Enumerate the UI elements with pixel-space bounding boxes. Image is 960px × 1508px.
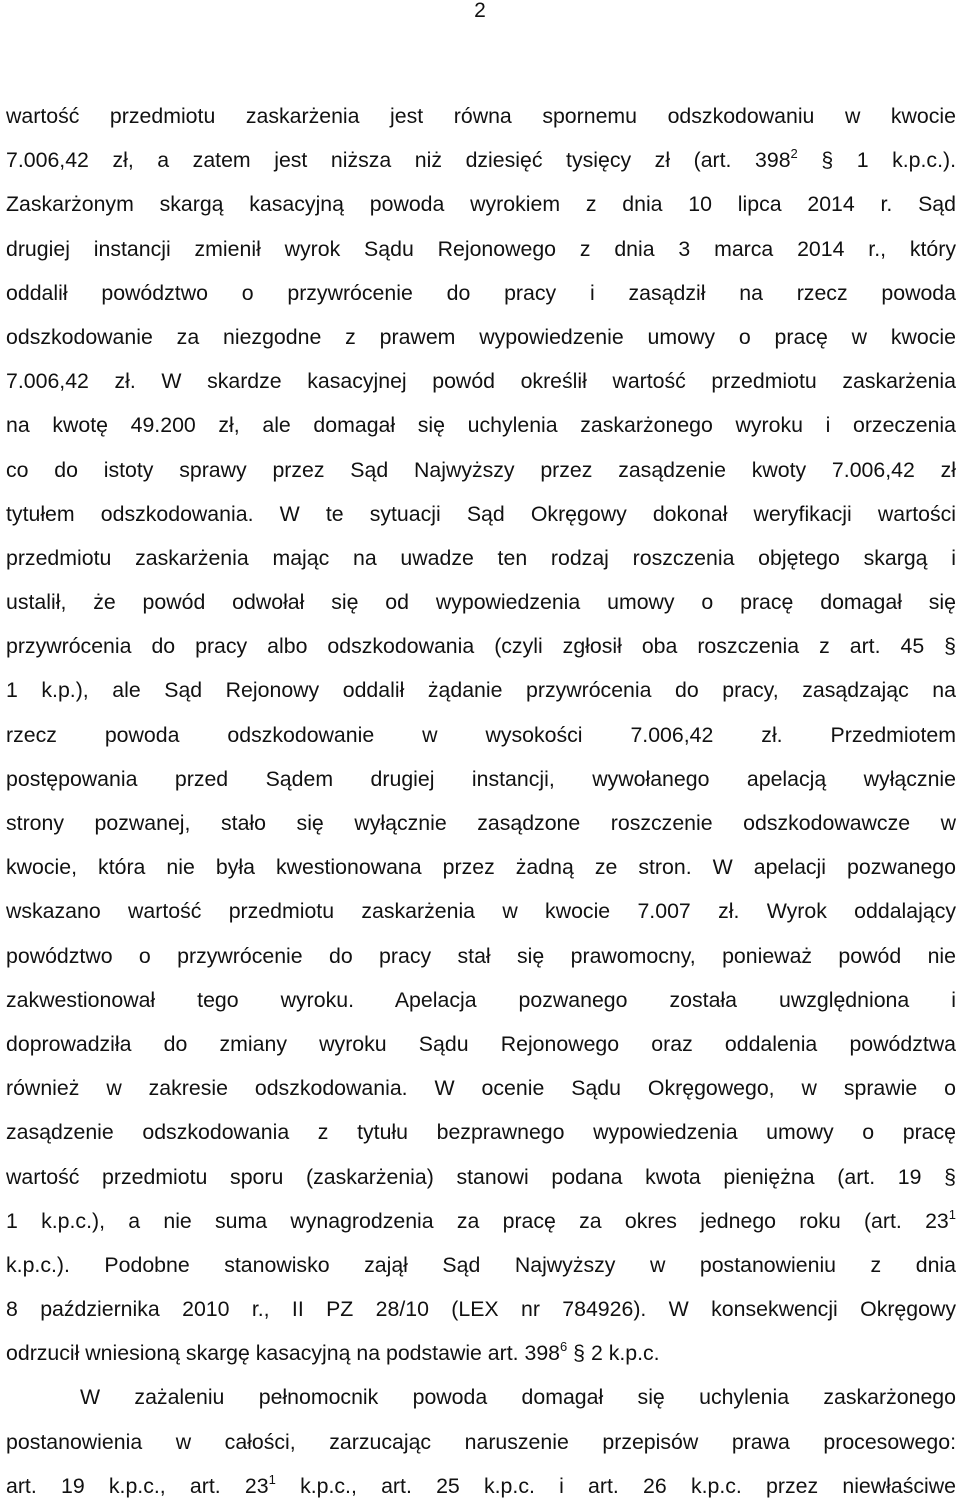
text-segment: drugiej instancji zmienił wyrok Sądu Rejonowego z dnia 3 marca 2014 r., który (6, 236, 956, 261)
text-segment: postanowienia w całości, zarzucając naruszenie przepisów prawa procesowego: (6, 1429, 956, 1454)
text-line (6, 536, 956, 580)
text-segment: strony pozwanej, stało się wyłącznie zasądzone roszczenie odszkodowawcze w (6, 811, 956, 835)
text-line (6, 1110, 956, 1154)
text-line (6, 1022, 956, 1066)
text-line (6, 182, 956, 226)
text-line (6, 1243, 956, 1287)
text-segment: oddalił powództwo o przywrócenie do pracy i zasądził na rzecz powoda (6, 280, 956, 305)
text-line (6, 978, 956, 1022)
text-segment: wskazano wartość przedmiotu zaskarżenia w kwocie 7.007 zł. Wyrok oddalający (6, 899, 956, 924)
text-line (6, 1155, 956, 1199)
text-line (6, 492, 956, 536)
text-segment: doprowadziła do zmiany wyroku Sądu Rejonowego oraz oddalenia powództwa (6, 1031, 956, 1056)
text-segment: 1 k.p.c.), a nie suma wynagrodzenia za pracę za okres jednego roku (art. 23 (6, 1208, 949, 1233)
text-line (6, 934, 956, 978)
text-segment: 1 k.p.), ale Sąd Rejonowy oddalił żądanie przywrócenia do pracy, zasądzając na (6, 678, 956, 703)
text-line (6, 1287, 956, 1331)
text-segment: rzecz powoda odszkodowanie w wysokości 7.006,42 zł. Przedmiotem (6, 722, 956, 747)
text-segment: odrzucił wniesioną skargę kasacyjną na podstawie art. 398 (6, 1341, 561, 1366)
text-line (6, 1375, 956, 1419)
text-line (6, 227, 956, 271)
text-line (6, 448, 956, 492)
text-segment: § 1 k.p.c.). (797, 148, 957, 173)
text-segment: wartość przedmiotu zaskarżenia jest równa spornemu odszkodowaniu w kwocie (6, 104, 956, 128)
superscript: 1 (948, 1206, 956, 1222)
superscript: 2 (790, 146, 798, 162)
text-line (6, 580, 956, 624)
text-line (6, 889, 956, 933)
text-line (6, 138, 956, 182)
text-segment: § 2 k.p.c. (567, 1341, 660, 1366)
text-segment: zakwestionował tego wyroku. Apelacja pozwanego została uwzględniona i (6, 987, 956, 1012)
text-line (6, 668, 956, 712)
text-segment: postępowania przed Sądem drugiej instancji, wywołanego apelacją wyłącznie (6, 766, 956, 791)
text-segment: odszkodowanie za niezgodne z prawem wypowiedzenie umowy o pracę w kwocie (6, 324, 956, 349)
text-segment: co do istoty sprawy przez Sąd Najwyższy przez zasądzenie kwoty 7.006,42 zł (6, 457, 956, 482)
text-segment: wartość przedmiotu sporu (zaskarżenia) stanowi podana kwota pieniężna (art. 19 § (6, 1164, 956, 1189)
text-line (6, 1331, 956, 1375)
text-line (6, 845, 956, 889)
superscript: 1 (268, 1471, 276, 1487)
text-segment: kwocie, która nie była kwestionowana przez żadną ze stron. W apelacji pozwanego (6, 855, 956, 880)
text-line (6, 94, 956, 138)
text-segment: ustalił, że powód odwołał się od wypowiedzenia umowy o pracę domagał się (6, 590, 956, 615)
text-line (6, 315, 956, 359)
text-line (6, 624, 956, 668)
text-segment: W zażaleniu pełnomocnik powoda domagał się uchylenia zaskarżonego (80, 1385, 956, 1410)
text-line (6, 801, 956, 845)
text-line (6, 359, 956, 403)
text-segment: powództwo o przywrócenie do pracy stał się prawomocny, ponieważ powód nie (6, 943, 956, 968)
text-line (6, 713, 956, 757)
text-segment: k.p.c., art. 25 k.p.c. i art. 26 k.p.c. przez niewłaściwe (275, 1473, 956, 1498)
text-segment: przywrócenia do pracy albo odszkodowania (czyli zgłosił oba roszczenia z art. 45 § (6, 634, 956, 659)
text-segment: 8 października 2010 r., II PZ 28/10 (LEX nr 784926). W konsekwencji Okręgowy (6, 1297, 956, 1322)
text-segment: tytułem odszkodowania. W te sytuacji Sąd Okręgowy dokonał weryfikacji wartości (6, 501, 956, 526)
text-line (6, 1420, 956, 1464)
page-number: 2 (474, 0, 486, 22)
text-line (6, 1464, 956, 1508)
superscript: 6 (560, 1339, 568, 1355)
text-segment: art. 19 k.p.c., art. 23 (6, 1473, 269, 1498)
text-segment: również w zakresie odszkodowania. W ocenie Sądu Okręgowego, w sprawie o (6, 1076, 956, 1101)
text-segment: 7.006,42 zł, a zatem jest niższa niż dziesięć tysięcy zł (art. 398 (6, 148, 791, 173)
text-line (6, 271, 956, 315)
text-line (6, 1199, 956, 1243)
text-segment: 7.006,42 zł. W skardze kasacyjnej powód określił wartość przedmiotu zaskarżenia (6, 369, 956, 394)
text-line (6, 757, 956, 801)
text-segment: przedmiotu zaskarżenia mając na uwadze ten rodzaj roszczenia objętego skargą i (6, 545, 956, 570)
text-segment: Zaskarżonym skargą kasacyjną powoda wyrokiem z dnia 10 lipca 2014 r. Sąd (6, 192, 956, 217)
text-segment: k.p.c.). Podobne stanowisko zajął Sąd Najwyższy w postanowieniu z dnia (6, 1252, 956, 1277)
text-segment: zasądzenie odszkodowania z tytułu bezprawnego wypowiedzenia umowy o pracę (6, 1120, 956, 1145)
text-line (6, 1066, 956, 1110)
document-body (6, 94, 956, 1508)
text-segment: na kwotę 49.200 zł, ale domagał się uchylenia zaskarżonego wyroku i orzeczenia (6, 413, 956, 438)
text-line (6, 403, 956, 447)
